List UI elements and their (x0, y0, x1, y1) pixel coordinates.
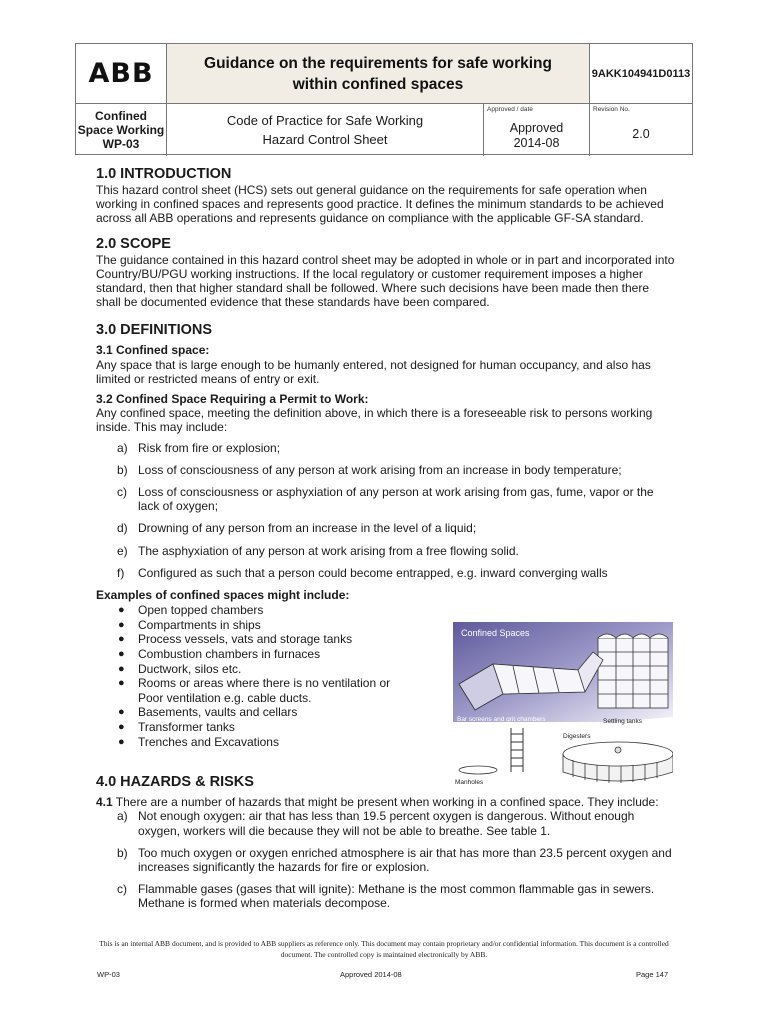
manhole-drawing (459, 766, 497, 774)
workstream-label: Confined Space Working WP-03 (77, 109, 165, 151)
list-item: e) The asphyxiation of any person at work arising from a free flowing solid. (117, 543, 519, 558)
list-item: c) Flammable gases (gases that will ignite): Methane is the most common flammable gas in sewers. Methane is formed when materials decompose. (117, 882, 655, 911)
document-number: 9AKK104941D0113 (591, 67, 691, 80)
footer-left: WP-03 (97, 970, 120, 979)
approved-date-label: Approved / date (487, 106, 533, 113)
document-title: Guidance on the requirements for safe working within confined spaces (204, 54, 552, 93)
confined-spaces-illustration (453, 622, 673, 787)
scope-text: The guidance contained in this hazard control sheet may be adopted in whole or in part and incorporated into Country/BU/PGU working instructions. If the local regulatory or customer requirement imposes a higher standard, then that higher standard shall be followed. Where such decisions have been made then there shall be documented evidence that these standards have been compared. (96, 252, 675, 310)
document-number-cell (590, 44, 692, 104)
document-body (96, 165, 676, 919)
label-manholes: Manholes (455, 779, 484, 786)
document-title-cell (167, 44, 590, 104)
label-settling-tanks: Settling tanks (603, 718, 643, 725)
section-hazards (96, 773, 676, 910)
list-item: ● Basements, vaults and cellars (118, 705, 298, 720)
list-item: a) Risk from fire or explosion; (117, 440, 281, 455)
ladder-drawing (511, 728, 523, 772)
list-item: ● Compartments in ships (118, 617, 261, 632)
footer-disclaimer: This is an internal ABB document, and is provided to ABB suppliers as reference only. This document may contain proprietary and/or confidential information. This document is a controlled document. The controlled copy is maintained electronically by ABB. (99, 939, 669, 959)
list-item: c) Loss of consciousness or asphyxiation of any person at work arising from gas, fume, vapor or the lack of oxygen; (117, 485, 654, 514)
examples-title: Examples of confined spaces might include: (96, 588, 350, 603)
revision-label: Revision No. (593, 106, 630, 113)
definition-1-text: Any space that is large enough to be humanly entered, not designed for human occupancy, and also has limited or restricted means of entry or exit. (96, 357, 651, 386)
list-item: b) Too much oxygen or oxygen enriched atmosphere is air that has more than 23.5 percent oxygen and increases significantly the hazards for fire or explosion. (117, 845, 672, 875)
settling-tanks-drawing (598, 634, 668, 708)
permit-risk-list (96, 441, 676, 580)
definition-2-text: Any confined space, meeting the definition above, in which there is a foreseeable risk to persons working inside. This may include: (96, 406, 653, 435)
footer-center: Approved 2014-08 (340, 970, 402, 979)
list-item: a) Not enough oxygen: air that has less than 19.5 percent oxygen is dangerous. Without enough oxygen, workers will die because they will not be able to breathe. See table 1. (117, 809, 635, 838)
list-item: f) Configured as such that a person could become entrapped, e.g. inward converging walls (117, 565, 608, 580)
workstream-cell (76, 104, 167, 156)
label-digesters: Digesters (563, 733, 591, 740)
illustration-title: Confined Spaces (461, 628, 530, 638)
heading-introduction: 1.0 INTRODUCTION (96, 166, 232, 182)
footer-page-number: Page 147 (636, 970, 669, 979)
section-scope (96, 235, 676, 310)
definition-1-title: 3.1 Confined space: (96, 343, 210, 358)
label-bar-screens: Bar screens and grit chambers (457, 716, 546, 723)
hazards-list (96, 809, 676, 910)
definition-2-title: 3.2 Confined Space Requiring a Permit to Work: (96, 392, 369, 407)
list-item: ● Combustion chambers in furnaces (118, 647, 321, 662)
revision-value: 2.0 (632, 127, 650, 141)
digesters-drawing (563, 742, 673, 783)
list-item: ● Process vessels, vats and storage tanks (118, 632, 353, 647)
heading-definitions: 3.0 DEFINITIONS (96, 322, 213, 339)
list-item: ● Rooms or areas where there is no ventilation or Poor ventilation e.g. cable ducts. (118, 676, 391, 705)
introduction-text: This hazard control sheet (HCS) sets out general guidance on the requirements for safe operation when working in confined spaces and represents good practice. It defines the minimum standards to be achieved across all ABB operations and represents guidance on compliance with the applicable GF-SA standard. (96, 183, 664, 226)
list-item: ● Transformer tanks (118, 720, 235, 735)
section-introduction (96, 165, 676, 226)
abb-logo: ABB (88, 58, 154, 89)
heading-hazards: 4.0 HAZARDS & RISKS (96, 774, 254, 791)
header-table (75, 43, 693, 155)
code-of-practice-line2: Hazard Control Sheet (262, 132, 388, 147)
approval-value: Approved 2014-08 (509, 121, 564, 150)
approval-cell (484, 104, 590, 156)
logo-cell (76, 44, 167, 104)
list-item: ● Ductwork, silos etc. (118, 661, 242, 676)
hazards-intro: 4.1 There are a number of hazards that might be present when working in a confined space. They include: (96, 795, 659, 810)
code-of-practice-cell (167, 104, 484, 156)
list-item: d) Drowning of any person from an increase in the level of a liquid; (117, 521, 477, 536)
heading-scope: 2.0 SCOPE (96, 235, 171, 252)
revision-cell (590, 104, 692, 156)
list-item: ● Trenches and Excavations (118, 734, 279, 749)
list-item: ● Open topped chambers (118, 603, 264, 618)
code-of-practice-line1: Code of Practice for Safe Working (226, 113, 424, 128)
list-item: b) Loss of consciousness of any person at work arising from an increase in body temperature; (117, 462, 622, 477)
